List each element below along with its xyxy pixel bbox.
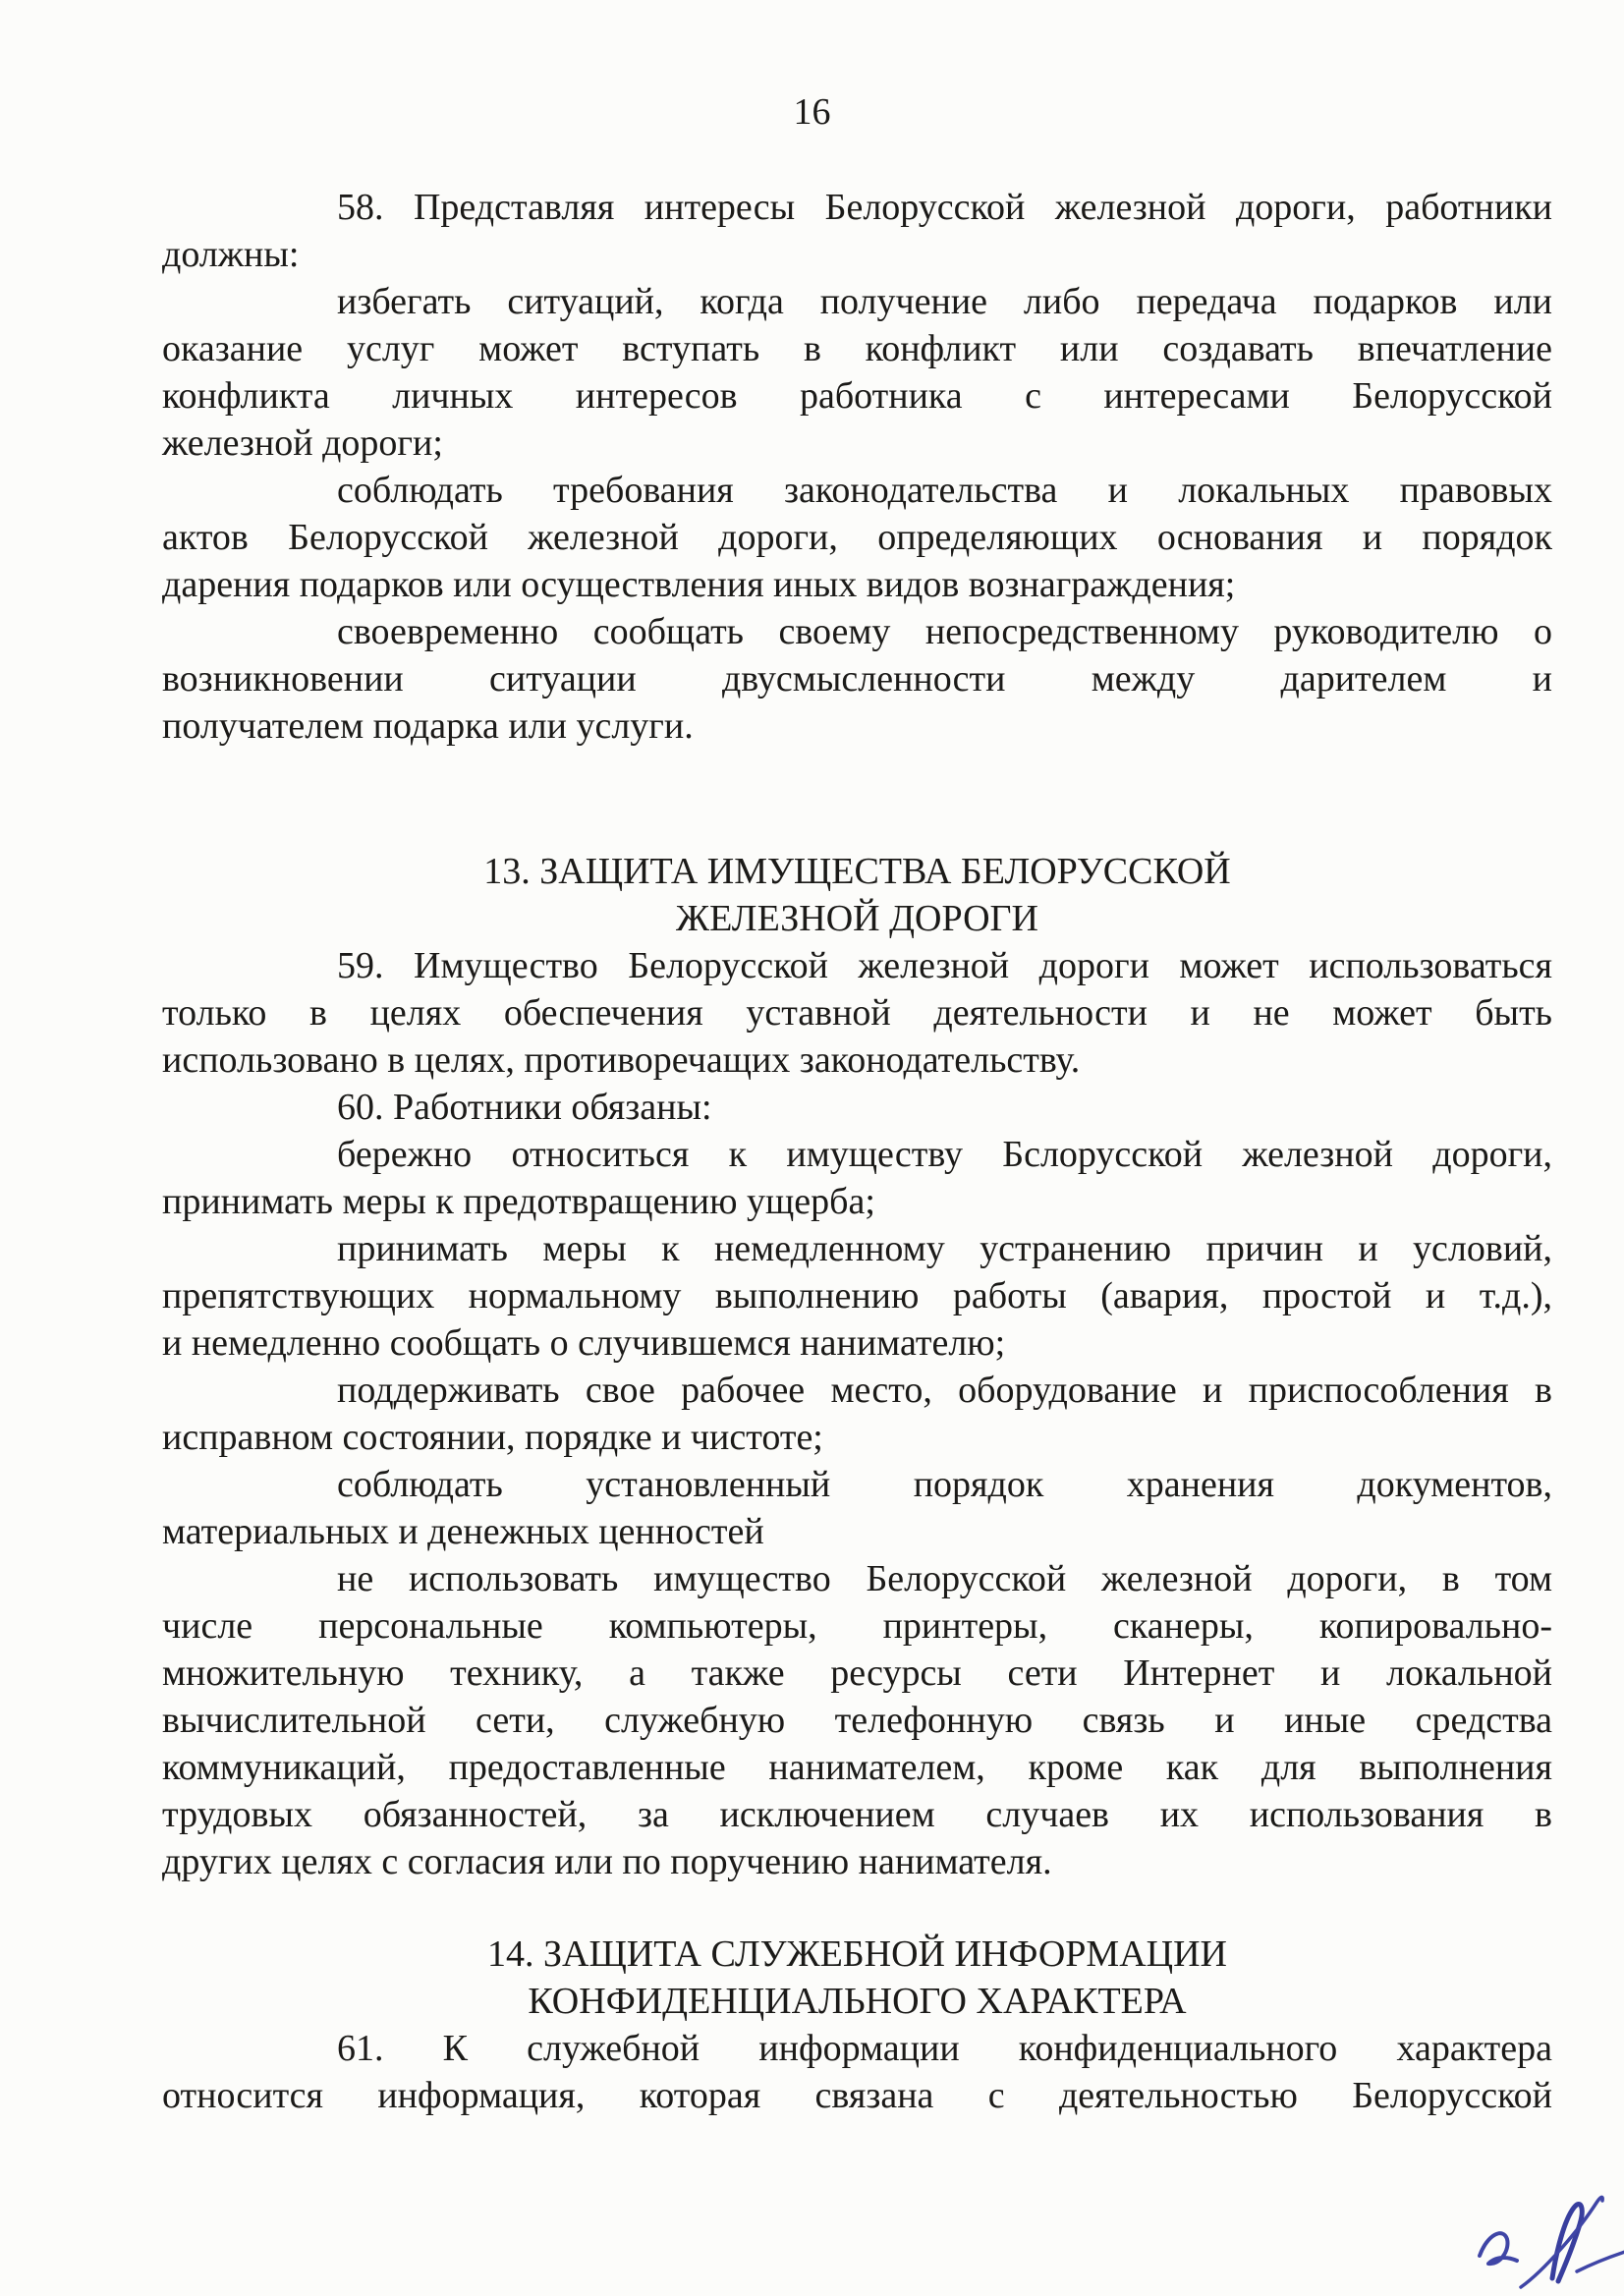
- paragraph-60: [162, 1084, 1552, 1131]
- paragraph-61: [162, 2025, 1552, 2119]
- paragraph-take-measures-line-1: принимать меры к немедленному устранению причин и условий,: [337, 1228, 1552, 1269]
- paragraph-care-property-line-1: бережно относиться к имуществу Бслорусской железной дороги,: [337, 1134, 1552, 1175]
- paragraph-60-line-1: 60. Работники обязаны:: [337, 1087, 712, 1128]
- paragraph-comply-legislation-line-2: актов Белорусской железной дороги, определяющих основания и порядок: [162, 517, 1552, 558]
- paragraph-58: [162, 184, 1552, 278]
- paragraph-not-use-property: [162, 1555, 1552, 1885]
- paragraph-avoid-situations-line-2: оказание услуг может вступать в конфликт или создавать впечатление: [162, 328, 1552, 369]
- page-number: 16: [793, 91, 831, 133]
- paragraph-61-line-1: 61. К служебной информации конфиденциального характера: [337, 2028, 1552, 2069]
- paragraph-not-use-property-line-3: множительную технику, а также ресурсы сети Интернет и локальной: [162, 1652, 1552, 1694]
- paragraph-not-use-property-line-4: вычислительной сети, служебную телефонную связь и иные средства: [162, 1700, 1552, 1741]
- paragraph-not-use-property-line-6: трудовых обязанностей, за исключением случаев их использования в: [162, 1794, 1552, 1835]
- paragraph-61-line-2: относится информация, которая связана с деятельностью Белорусской: [162, 2075, 1552, 2116]
- section-heading-14: [162, 1931, 1552, 2025]
- paragraph-workplace-line-2: исправном состоянии, порядке и чистоте;: [162, 1417, 823, 1458]
- paragraph-take-measures: [162, 1225, 1552, 1367]
- paragraph-avoid-situations-line-1: избегать ситуаций, когда получение либо передача подарков или: [337, 281, 1552, 322]
- paragraph-report-ambiguity-line-3: получателем подарка или услуги.: [162, 705, 694, 747]
- paragraph-workplace: [162, 1367, 1552, 1461]
- paragraph-take-measures-line-3: и немедленно сообщать о случившемся нанимателю;: [162, 1322, 1006, 1364]
- paragraph-not-use-property-line-7: других целях с согласия или по поручению нанимателя.: [162, 1841, 1052, 1882]
- paragraph-58-line-1: 58. Представляя интересы Белорусской железной дороги, работники: [337, 187, 1552, 228]
- paragraph-59-line-1: 59. Имущество Белорусской железной дороги может использоваться: [337, 945, 1552, 986]
- paragraph-not-use-property-line-1: не использовать имущество Белорусской железной дороги, в том: [337, 1558, 1552, 1599]
- paragraph-care-property-line-2: принимать меры к предотвращению ущерба;: [162, 1181, 875, 1222]
- section-heading-14-line-1: 14. ЗАЩИТА СЛУЖЕБНОЙ ИНФОРМАЦИИ: [486, 1933, 1227, 1975]
- paragraph-not-use-property-line-5: коммуникаций, предоставленные нанимателем, кроме как для выполнения: [162, 1747, 1552, 1788]
- paragraph-58-line-2: должны:: [162, 234, 300, 275]
- section-heading-13-line-2: ЖЕЛЕЗНОЙ ДОРОГИ: [676, 898, 1038, 939]
- paragraph-avoid-situations-line-3: конфликта личных интересов работника с интересами Белорусской: [162, 375, 1552, 417]
- paragraph-59: [162, 942, 1552, 1084]
- paragraph-care-property: [162, 1131, 1552, 1225]
- paragraph-comply-legislation-line-3: дарения подарков или осуществления иных видов вознаграждения;: [162, 564, 1236, 605]
- paragraph-take-measures-line-2: препятствующих нормальному выполнению работы (авария, простой и т.д.),: [162, 1275, 1552, 1316]
- paragraph-report-ambiguity-line-2: возникновении ситуации двусмысленности между дарителем и: [162, 658, 1552, 700]
- paragraph-avoid-situations-line-4: железной дороги;: [162, 422, 443, 464]
- paragraph-report-ambiguity-line-1: своевременно сообщать своему непосредственному руководителю о: [337, 611, 1552, 652]
- section-heading-14-line-2: КОНФИДЕНЦИАЛЬНОГО ХАРАКТЕРА: [528, 1981, 1187, 2022]
- paragraph-comply-legislation-line-1: соблюдать требования законодательства и локальных правовых: [337, 470, 1552, 511]
- paragraph-not-use-property-line-2: числе персональные компьютеры, принтеры, сканеры, копировально-: [162, 1605, 1552, 1647]
- section-heading-13: [162, 848, 1552, 942]
- paragraph-storage-order: [162, 1461, 1552, 1555]
- paragraph-storage-order-line-2: материальных и денежных ценностей: [162, 1511, 764, 1552]
- document-body: [162, 184, 1552, 2119]
- paragraph-avoid-situations: [162, 278, 1552, 467]
- paragraph-workplace-line-1: поддерживать свое рабочее место, оборудование и приспособления в: [337, 1370, 1552, 1411]
- paragraph-59-line-2: только в целях обеспечения уставной деятельности и не может быть: [162, 992, 1552, 1034]
- handwritten-signature: [1460, 2173, 1624, 2289]
- paragraph-storage-order-line-1: соблюдать установленный порядок хранения документов,: [337, 1464, 1552, 1505]
- paragraph-59-line-3: использовано в целях, противоречащих законодательству.: [162, 1039, 1081, 1081]
- paragraph-report-ambiguity: [162, 608, 1552, 750]
- paragraph-comply-legislation: [162, 467, 1552, 608]
- section-heading-13-line-1: 13. ЗАЩИТА ИМУЩЕСТВА БЕЛОРУССКОЙ: [483, 851, 1231, 892]
